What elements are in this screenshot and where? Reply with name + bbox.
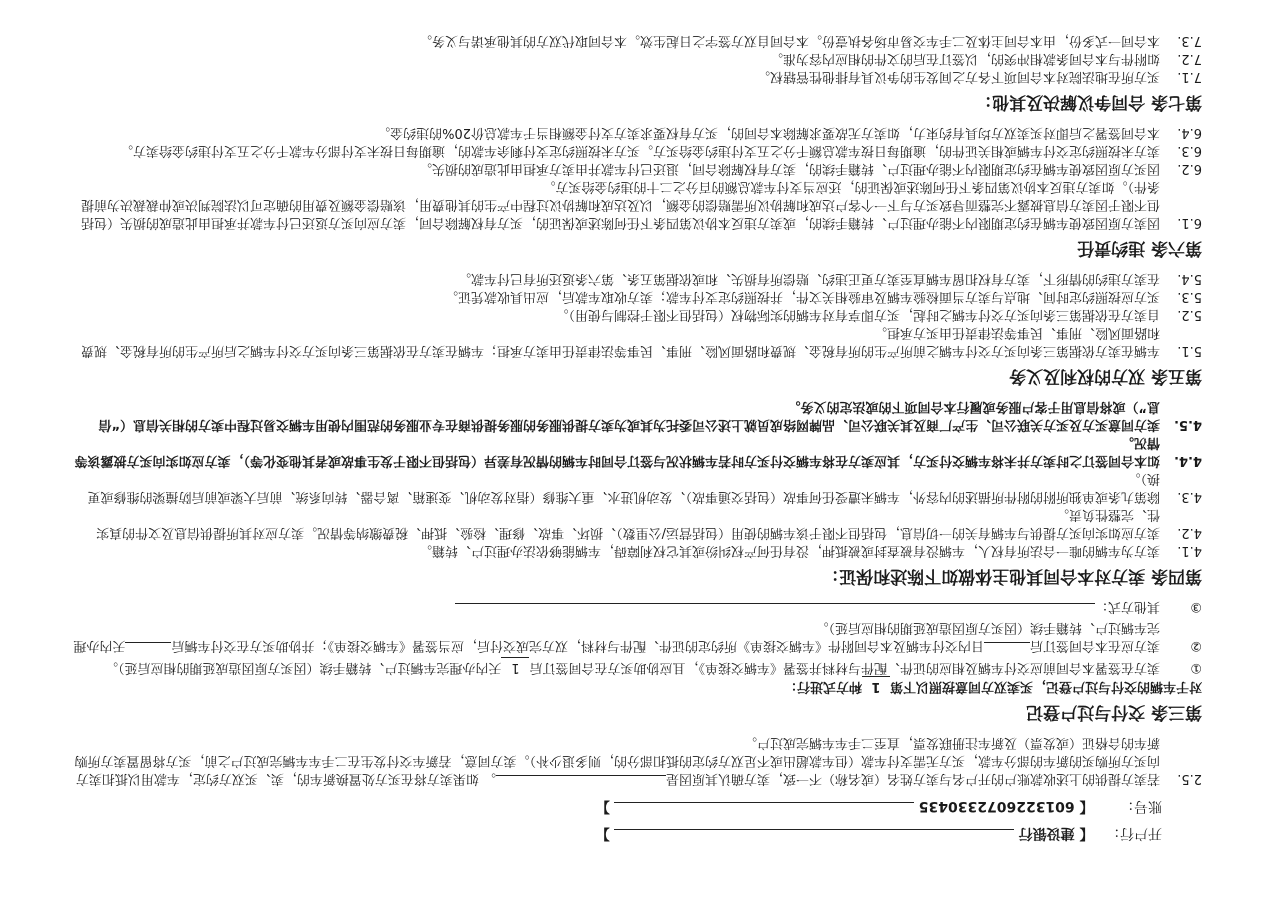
clause-text: 除第九条或单独所附的附件所描述的内容外，车辆未遭受任何事故（包括交通事故）、发动机进水、重大维修（指对发动机、变速箱、离合器、转向系统、前后大梁或前后防撞梁的维修或更换）。: [87, 471, 1160, 504]
clause-6-2: [72, 159, 1202, 177]
account-bracket-end: 】: [595, 798, 610, 814]
option-1-days: 1: [501, 657, 529, 676]
option-3-text: 其他方式：: [1094, 599, 1160, 614]
clause-text: 卖方应如实向买方提供与车辆有关的一切信息，包括但不限于该车辆的使用（包括营运/公里数）、损坏、事故、修理、检验、抵押、税费缴纳等情况。卖方应对其所提供信息及文件的真实性、完整性负责。: [96, 507, 1160, 540]
clause-6-3: [72, 141, 1202, 159]
article-6-title: 第六条 违约责任: [1077, 238, 1202, 258]
article-5-title: 第五条 双方的权利及义务: [1009, 366, 1202, 386]
clause-4-4: [72, 433, 1202, 469]
bank-label: 开户行：: [1106, 825, 1162, 841]
clause-2-5: [72, 733, 1202, 790]
option-2-mark: ②: [1190, 638, 1202, 653]
clause-number: 6.4.: [1177, 125, 1202, 140]
clause-number: 4.3.: [1177, 489, 1202, 504]
clause-4-5: [72, 397, 1202, 433]
clause-number: 4.4.: [1174, 453, 1202, 468]
clause-text: 卖方未按照约定交付车辆或相关证件的，逾期每日按车款总额千分之五支付违约金给买方。买方未按照约定支付剩余车款的，逾期每日按未支付部分车款千分之五支付违约金给卖方。: [119, 143, 1160, 158]
account-no-row: [72, 797, 1162, 817]
option-1: [72, 657, 1202, 676]
lead-text: 对于车辆的交付与过户登记，买卖双方同意按照以下第: [889, 679, 1202, 694]
clause-text: 因买方原因致使车辆在约定期限内不能办理过户、转籍手续的，卖方有权解除合同，退还已付车款并由卖方承担由此造成的损失。: [418, 161, 1160, 176]
option-2-text-c: 天内办理完车辆过户、转籍手续（因买方原因造成延期的相应后延）。: [73, 620, 1160, 653]
option-2-text-b: 日内交付车辆及本合同附件《车辆交接单》所约定的证件、配件与材料，双方完成交付后，应当签署《车辆交接单》；并协助买方在交付车辆后: [171, 638, 984, 653]
bank-name-row: [72, 824, 1162, 844]
clause-7-3: [72, 31, 1202, 49]
option-2-text-a: 卖方应在本合同签订后: [1029, 638, 1160, 653]
clause-text: 若卖方提供的上述收款账户的开户名与卖方姓名（或名称）不一致，卖方确认其原因是: [665, 771, 1160, 786]
clause-text: 买方所在地法院对本合同项下各方之间发生的争议具有排他性管辖权。: [756, 69, 1160, 84]
clause-text: 因卖方原因致使车辆在约定期限内不能办理过户、转籍手续的，或卖方违反本协议第四条下任何陈述或保证的，买方有权解除合同，卖方应向买方返还已付车款并承担由此造成的损失（包括但不限于因卖方信息披露不完整而导致买方与下一个客户达成和解协议所需赔偿的金额，以及达成和解协议过程中产生的其他费用，该赔偿金额及费用的确定可以法院判决或仲裁裁决为前提条件）。如卖方违反本协议第四条下任何陈述或保证的，还应当支付车款总额的百分之二十的违约金给买方。: [80, 179, 1160, 230]
clause-number: 6.2.: [1177, 161, 1202, 176]
account-value: 【 6013226072330435: [918, 798, 1094, 814]
option-3: [72, 597, 1202, 618]
clause-number: 5.4.: [1177, 271, 1202, 286]
bank-value: 【 建设银行: [1018, 825, 1094, 841]
option-1-text-b: 天内办理完车辆过户、转籍手续（因买方原因造成延期的相应后延）。: [104, 660, 502, 675]
contract-text: [72, 31, 1202, 844]
clause-text: 如附件与本合同条款相冲突的，以签订在后的文件的相应内容为准。: [769, 51, 1160, 66]
clause-number: 4.1.: [1177, 543, 1202, 558]
clause-7-2: [72, 49, 1202, 67]
bank-blank-line: [614, 829, 1014, 844]
article-3-title: 第三条 交付与过户登记: [1026, 702, 1202, 722]
clause-5-2: [72, 305, 1202, 323]
clause-number: 6.1.: [1177, 215, 1202, 230]
clause-5-4: [72, 269, 1202, 287]
bank-bracket-end: 】: [595, 825, 610, 841]
option-1-mark: ①: [1190, 660, 1202, 675]
option-2-blank-1: [984, 642, 1030, 657]
option-3-mark: ③: [1190, 599, 1202, 614]
reason-blank-line: [496, 775, 666, 790]
clause-text: 卖方同意买方及买方关联公司、生产厂商及其关联公司、品牌网络成员就上述公司委托为其或为卖方提供服务的服务提供商在专业服务的范围内使用车辆交易过程中卖方的相关信息（“信息”）或将信息用于客户服务或履行本合同项下的或法定的义务。: [98, 399, 1160, 432]
clause-text: 在卖方违约的情形下，卖方有权扣留车辆直至卖方更正违约、赔偿所有损失、和或依据第五条、第六条返还所有已付车款。: [457, 271, 1160, 286]
article-4-title: 第四条 卖方对本合同其他主体做如下陈述和保证：: [822, 566, 1202, 586]
clause-5-3: [72, 287, 1202, 305]
article-7-title: 第七条 合同争议解决及其他：: [975, 92, 1202, 112]
clause-number: 5.2.: [1177, 307, 1202, 322]
article-3-lead: [72, 676, 1202, 695]
option-2: [72, 618, 1202, 657]
clause-text: 车辆在卖方依据第三条向买方交付车辆之前所产生的所有税金、规费和路面风险、刑事、民事等法律责任由卖方承担；车辆在卖方在依据第三条向买方交付车辆之后所产生的所有税金、规费和路面风险、刑事、民事等法律责任由买方承担。: [80, 325, 1160, 358]
clause-text: 本合同签署之后即对买卖双方均具有约束力，如卖方无故要求解除本合同的，买方有权要求卖方支付金额相当于车款总价20%的违约金。: [377, 125, 1160, 140]
chosen-option: 1: [862, 676, 890, 695]
clause-number: 4.2.: [1177, 525, 1202, 540]
clause-6-1: [72, 177, 1202, 231]
clause-number: 4.5.: [1174, 417, 1202, 432]
clause-text: 本合同一式多份，由本合同主体及二手车交易市场各执壹份。本合同自双方签字之日起生效。本合同取代双方的其他承诺与义务。: [418, 33, 1160, 48]
clause-4-3: [72, 469, 1202, 505]
option-3-blank: [455, 603, 1095, 618]
clause-number: 7.3.: [1177, 33, 1202, 48]
clause-text: 买方应按照约定时间、地点与卖方当面检验车辆及审验相关文件，并按照约定支付车款；卖方收取车款后，应出具收款凭证。: [444, 289, 1160, 304]
clause-text: 卖方为车辆的唯一合法所有权人，车辆没有被查封或被抵押，没有任何产权纠纷或其它权利障碍，车辆能够依法办理过户、转籍。: [418, 543, 1160, 558]
clause-number: 6.3.: [1177, 143, 1202, 158]
clause-text: 如本合同签订之时卖方并未将车辆交付买方，其应卖方在将车辆交付买方时若车辆状况与签订合同时车辆的情况有差异（包括但不限于发生事故或者其他变化等），卖方应如实向买方披露该等情况。: [74, 435, 1160, 468]
clause-4-2: [72, 505, 1202, 541]
clause-number: 2.5.: [1177, 771, 1202, 786]
clause-number: 5.3.: [1177, 289, 1202, 304]
bank-account-block: [72, 797, 1162, 844]
clause-7-1: [72, 67, 1202, 85]
lead-end: 种方式进行：: [783, 679, 862, 694]
clause-6-4: [72, 123, 1202, 141]
account-label: 账号：: [1120, 798, 1162, 814]
clause-text: 自卖方在依据第三条向买方交付车辆之时起，买方即享有对车辆的实际物权（包括但不限于控制与使用）。: [555, 307, 1160, 322]
option-1-text-a: 卖方在签署本合同前应交付车辆及相应的证件、配件与材料并签署《车辆交接单》，且应协助买方在合同签订后: [529, 660, 1160, 675]
clause-number: 7.1.: [1177, 69, 1202, 84]
clause-4-1: [72, 541, 1202, 559]
clause-number: 7.2.: [1177, 51, 1202, 66]
clause-5-1: [72, 323, 1202, 359]
clause-text-continued: 如果卖方将在买方处置换新车的，卖、买双方约定，车款用以抵扣卖方向买方所购买的新车的部分车款，买方无需支付车款（但车款超出或不足双方约定的抵扣部分的，则多退少补）。卖方同意，若新车交付发生在二手车车辆完成过户之前，买方将留置卖方所购新车的合格证（或发票）及新车注册联发票，直至二手车车辆完成过户。: [74, 735, 1160, 786]
clause-tail: 。: [482, 771, 496, 786]
account-blank-line: [614, 802, 914, 817]
clause-number: 5.1.: [1177, 343, 1202, 358]
option-2-blank-2: [125, 642, 171, 657]
